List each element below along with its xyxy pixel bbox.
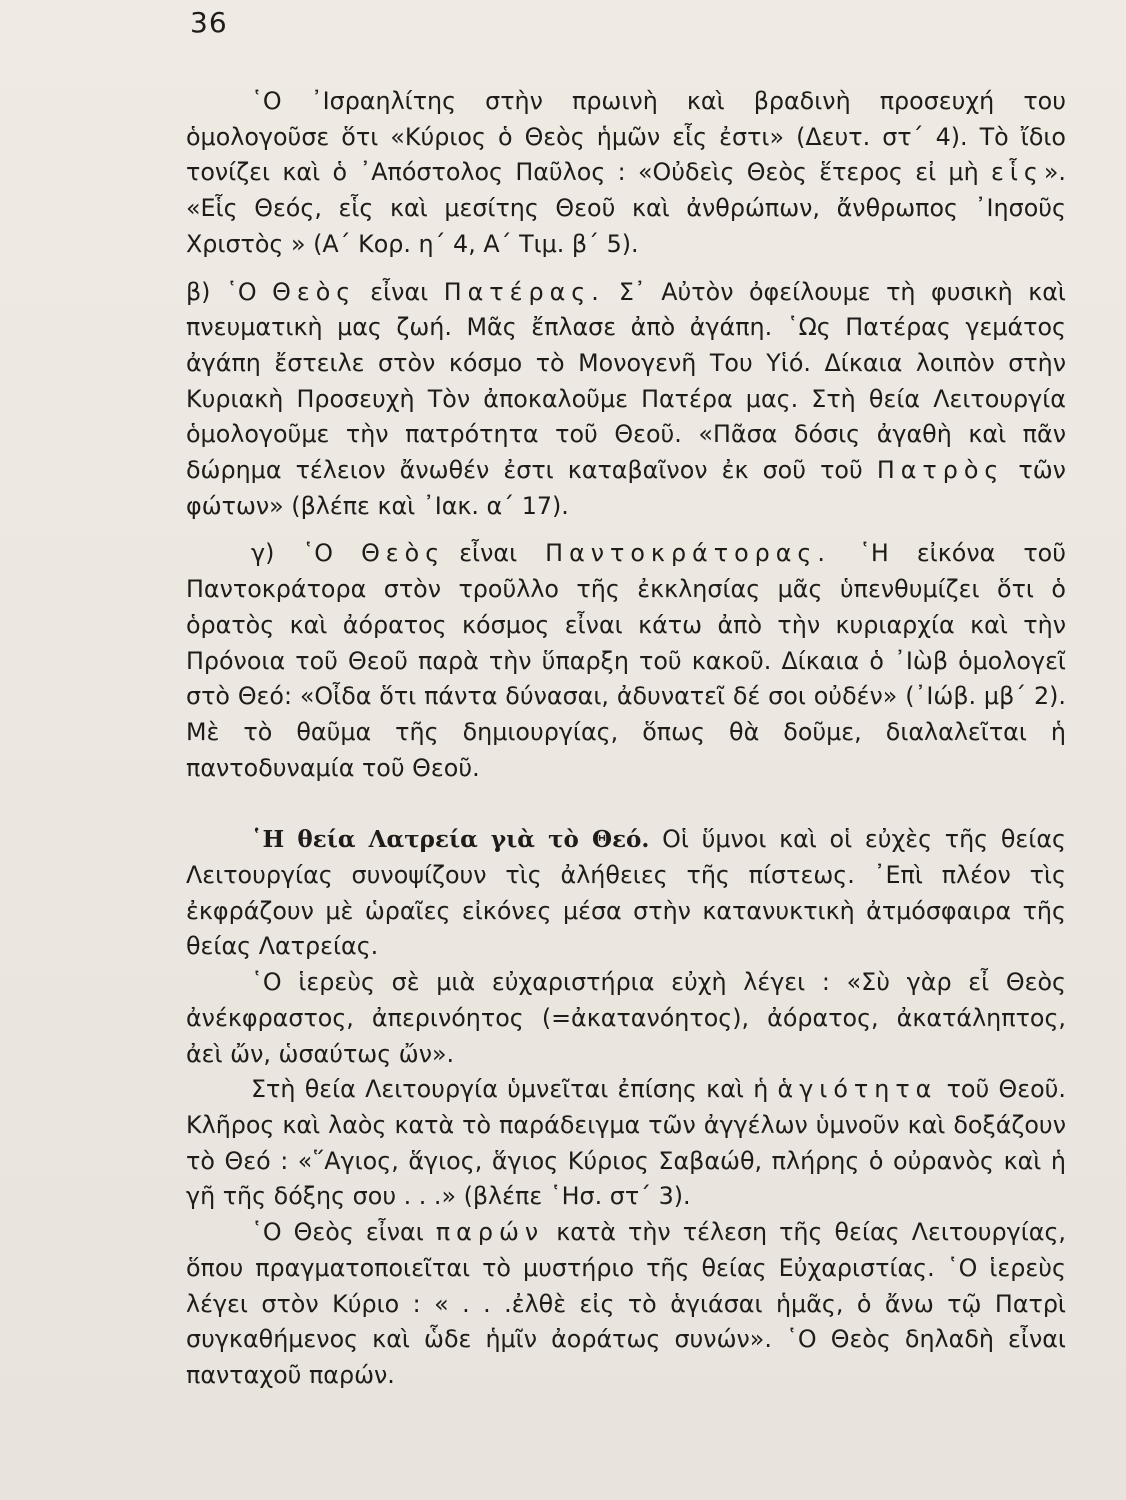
- paragraph-lead: γ) ῾Ο: [251, 539, 334, 568]
- spaced-emphasis: παρών: [435, 1218, 545, 1247]
- paragraph-holiness: [186, 1072, 1066, 1215]
- paragraph-text: Στὴ θεία Λειτουργία ὑμνεῖται ἐπίσης καὶ ἡ: [251, 1075, 778, 1104]
- page-number: 36: [190, 6, 228, 39]
- spaced-heading: Θεὸς: [272, 277, 357, 306]
- spaced-heading: Πατέρας.: [443, 277, 605, 306]
- paragraph-presence: [186, 1215, 1066, 1394]
- paragraph-text: ῾Ο ἱερεὺς σὲ μιὰ εὐχαριστήρια εὐχὴ λέγει : «Σὺ γὰρ εἶ Θεὸς ἀνέκφραστος, ἀπερινόητος (=ἀκατανόητος), ἀόρατος, ἀκατάληπτος, ἀεὶ ὤν, ὡσαύτως ὤν».: [186, 968, 1066, 1068]
- paragraph-god-pantocrator: [186, 536, 1066, 786]
- paragraph-text: ῾Ο ᾿Ισραηλίτης στὴν πρωινὴ καὶ βραδινὴ προσευχή του ὁμολογοῦσε ὅτι «Κύριος ὁ Θεὸς ἡμῶν εἷς ἐστι» (Δευτ. στ΄ 4). Τὸ ἴδιο τονίζει καὶ ὁ ᾿Απόστολος Παῦλος : «Οὐδεὶς Θεὸς ἕτερος εἰ μὴ: [186, 87, 1066, 187]
- paragraph-one-god: [186, 84, 1066, 263]
- paragraph-text: ». «Εἷς Θεός, εἷς καὶ μεσίτης Θεοῦ καὶ ἀνθρώπων, ἄνθρωπος ᾿Ιησοῦς Χριστὸς » (Α΄ Κορ. η΄ 4, Α΄ Τιμ. β΄ 5).: [186, 158, 1066, 258]
- paragraph-text: τοῦ Θεοῦ. Κλῆρος καὶ λαὸς κατὰ τὸ παράδειγμα τῶν ἀγγέλων ὑμνοῦν καὶ δοξάζουν τὸ Θεό : «῞Αγιος, ἅγιος, ἅγιος Κύριος Σαβαώθ, πλήρης ὁ οὐρανὸς καὶ ἡ γῆ τῆς δόξης σου . . .» (βλέπε ῾Ησ. στ΄ 3).: [186, 1075, 1066, 1211]
- spaced-heading: Παντοκράτορας.: [545, 539, 831, 568]
- spaced-emphasis: ἁγιότητα: [777, 1075, 938, 1104]
- paragraph-text: Οἱ ὕμνοι καὶ οἱ εὐχὲς τῆς θείας Λειτουργίας συνοψίζουν τὶς ἀλήθειες τῆς πίστεως. ᾿Επὶ πλέον τὶς ἐκφράζουν μὲ ὡραῖες εἰκόνες μέσα στὴν κατανυκτικὴ ἀτμόσφαιρα τῆς θείας Λατρείας.: [186, 825, 1066, 961]
- paragraph-priest-prayer: [186, 965, 1066, 1072]
- paragraph-worship: [186, 822, 1066, 965]
- spaced-emphasis: εἷς: [990, 158, 1044, 187]
- body-text: [186, 84, 1066, 1394]
- paragraph-text: ῾Η εἰκόνα τοῦ Παντοκράτορα στὸν τροῦλλο τῆς ἐκκλησίας μᾶς ὑπενθυμίζει ὅτι ὁ ὁρατὸς καὶ ἀόρατος κόσμος εἶναι κάτω ἀπὸ τὴν κυριαρχία καὶ τὴν Πρόνοια τοῦ Θεοῦ παρὰ τὴν ὕπαρξη τοῦ κακοῦ. Δίκαια ὁ ᾿Ιὼβ ὁμολογεῖ στὸ Θεό: «Οἶδα ὅτι πάντα δύνασαι, ἀδυνατεῖ δέ σοι οὐδέν» (᾿Ιώβ. μβ΄ 2). Μὲ τὸ θαῦμα τῆς δημιουργίας, ὅπως θὰ δοῦμε, διαλαλεῖται ἡ παντοδυναμία τοῦ Θεοῦ.: [186, 539, 1066, 782]
- paragraph-text: κατὰ τὴν τέλεση τῆς θείας Λειτουργίας, ὅπου πραγματοποιεῖται τὸ μυστήριο τῆς θείας Εὐχαριστίας. ῾Ο ἱερεὺς λέγει στὸν Κύριο : « . . .ἐλθὲ εἰς τὸ ἁγιάσαι ἡμᾶς, ὁ ἄνω τῷ Πατρὶ συγκαθήμενος καὶ ὧδε ἡμῖν ἀοράτως συνών». ῾Ο Θεὸς δηλαδὴ εἶναι πανταχοῦ παρών.: [186, 1218, 1066, 1389]
- paragraph-text: τῶν φώτων» (βλέπε καὶ ᾿Ιακ. α΄ 17).: [186, 456, 1066, 520]
- paragraph-text: ῾Ο Θεὸς εἶναι: [251, 1218, 436, 1247]
- spaced-heading: Θεὸς: [361, 539, 446, 568]
- paragraph-text: Σ᾿ Αὐτὸν ὀφείλουμε τὴ φυσικὴ καὶ πνευματικὴ μας ζωή. Μᾶς ἔπλασε ἀπὸ ἀγάπη. ῾Ως Πατέρας γεμάτος ἀγάπη ἔστειλε στὸν κόσμο τὸ Μονογενῆ Του Υἱό. Δίκαια λοιπὸν στὴν Κυριακὴ Προσευχὴ Τὸν ἀποκαλοῦμε Πατέρα μας. Στὴ θεία Λειτουργία ὁμολογοῦμε τὴν πατρότητα τοῦ Θεοῦ. «Πᾶσα δόσις ἀγαθὴ καὶ πᾶν δώρημα τέλειον ἄνωθέν ἐστι καταβαῖνον ἐκ σοῦ τοῦ: [186, 277, 1066, 485]
- paragraph-text: εἶναι: [370, 277, 429, 306]
- paragraph-text: εἶναι: [459, 539, 518, 568]
- spaced-emphasis: Πατρὸς: [876, 456, 1005, 485]
- paragraph-god-father: [186, 275, 1066, 525]
- paragraph-lead: β) ῾Ο: [186, 277, 257, 306]
- section-heading: ῾Η θεία Λατρεία γιὰ τὸ Θεό.: [251, 826, 650, 854]
